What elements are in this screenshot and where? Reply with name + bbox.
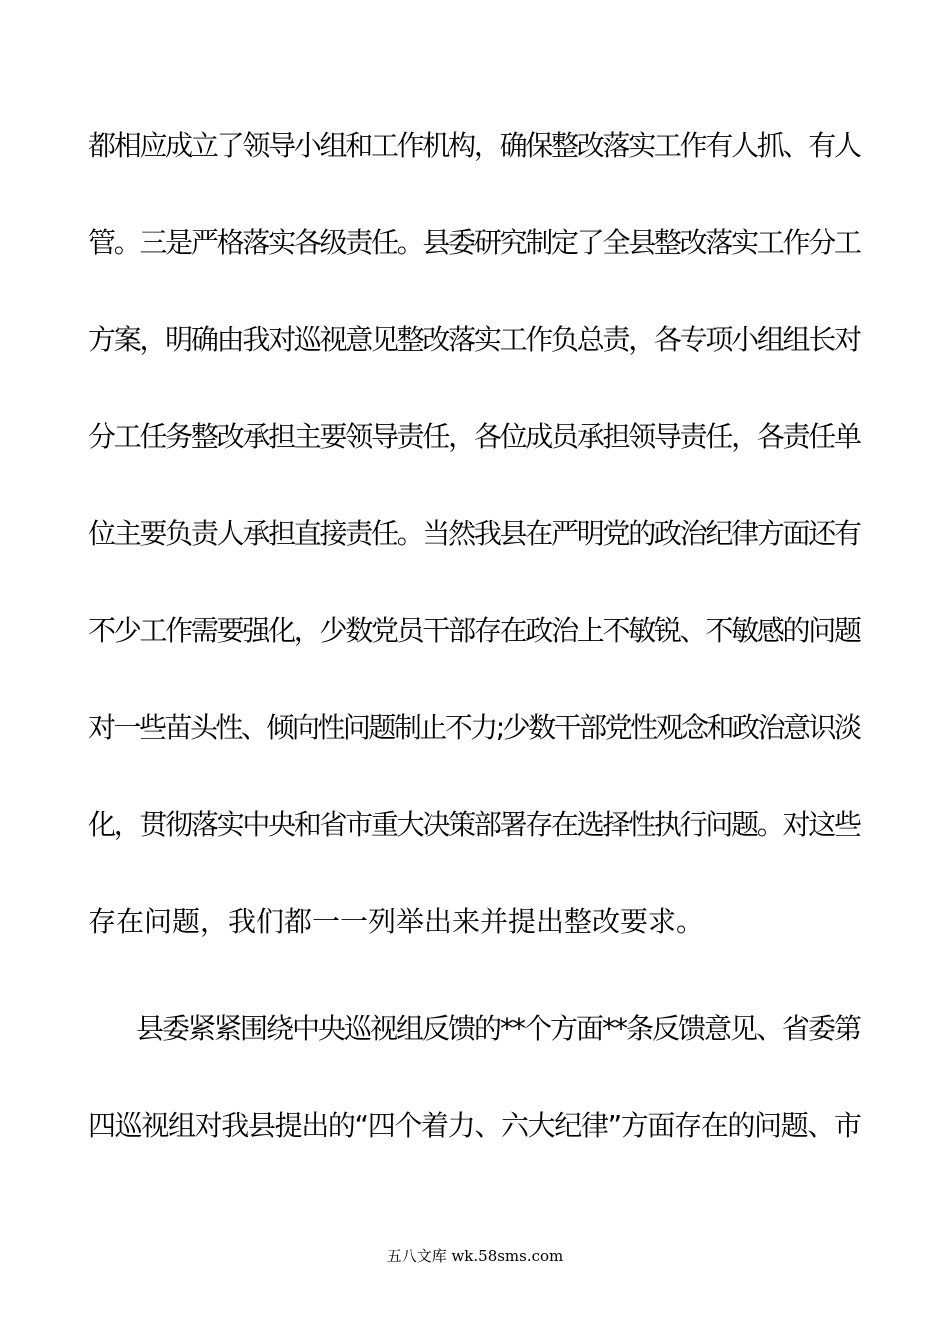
body-line-10 — [0, 1009, 950, 1049]
body-line-11-text: 四巡视组对我县提出的“四个着力、六大纪律”方面存在的问题、市 — [88, 1109, 861, 1142]
body-line-1 — [0, 126, 950, 166]
body-line-6 — [0, 611, 950, 651]
body-line-1-text: 都相应成立了领导小组和工作机构，确保整改落实工作有人抓、有人 — [88, 129, 860, 162]
body-line-4 — [0, 417, 950, 457]
body-line-7 — [0, 708, 950, 748]
body-line-9-text: 存在问题，我们都一一列举出来并提出整改要求。 — [88, 905, 705, 938]
body-line-3 — [0, 320, 950, 360]
body-line-7-text: 对一些苗头性、倾向性问题制止不力;少数干部党性观念和政治意识淡 — [88, 711, 860, 744]
body-line-9 — [0, 902, 950, 942]
body-line-2-text: 管。三是严格落实各级责任。县委研究制定了全县整改落实工作分工 — [88, 226, 860, 259]
body-line-4-text: 分工任务整改承担主要领导责任，各位成员承担领导责任，各责任单 — [88, 420, 860, 453]
body-line-8 — [0, 805, 950, 845]
body-line-8-text: 化，贯彻落实中央和省市重大决策部署存在选择性执行问题。对这些 — [88, 808, 860, 841]
body-line-11 — [0, 1106, 950, 1146]
body-line-3-text: 方案，明确由我对巡视意见整改落实工作负总责，各专项小组组长对 — [88, 323, 860, 356]
footer-watermark-text: 五八文库 wk.58sms.com — [386, 1247, 564, 1265]
body-line-6-text: 不少工作需要强化，少数党员干部存在政治上不敏锐、不敏感的问题 — [88, 614, 860, 647]
body-line-5 — [0, 514, 950, 554]
body-line-10-text: 县委紧紧围绕中央巡视组反馈的**个方面**条反馈意见、省委第 — [136, 1012, 860, 1045]
body-line-2 — [0, 223, 950, 263]
body-line-5-text: 位主要负责人承担直接责任。当然我县在严明党的政治纪律方面还有 — [88, 517, 860, 550]
